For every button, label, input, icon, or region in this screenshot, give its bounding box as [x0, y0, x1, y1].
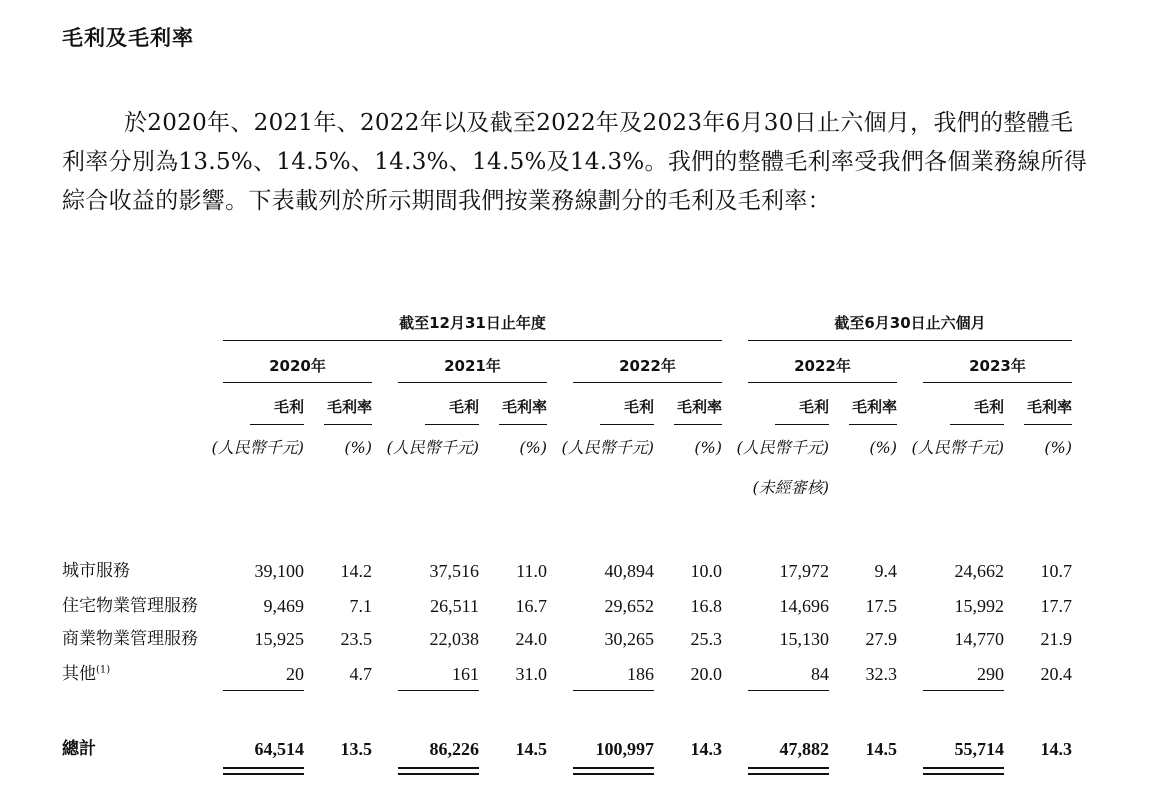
total-margin-cell: 14.5 [515, 739, 547, 759]
total-double-rule-top [748, 767, 829, 769]
unit-margin: (%) [344, 438, 372, 457]
gross-profit-header: 毛利 [448, 398, 479, 416]
total-margin-cell: 14.3 [690, 739, 722, 759]
total-double-rule-top [923, 767, 1004, 769]
gross-profit-cell: 15,925 [254, 629, 304, 649]
gross-profit-header-rule [600, 424, 654, 425]
year-rule [223, 382, 372, 383]
row-label: 城市服務 [62, 561, 130, 581]
margin-cell: 4.7 [349, 664, 372, 684]
gross-profit-cell: 15,992 [954, 596, 1004, 616]
margin-cell: 7.1 [349, 596, 372, 616]
gross-profit-cell: 290 [977, 664, 1004, 684]
margin-cell: 16.7 [515, 596, 547, 616]
unit-gross-profit: (人民幣千元) [211, 438, 304, 457]
year-header: 2022年 [794, 357, 851, 375]
margin-cell: 10.0 [690, 561, 722, 581]
gross-profit-cell: 161 [452, 664, 479, 684]
year-rule [573, 382, 722, 383]
margin-cell: 10.7 [1040, 561, 1072, 581]
total-double-rule-bottom [573, 773, 654, 775]
margin-header-rule [499, 424, 547, 425]
margin-header: 毛利率 [851, 398, 897, 416]
unit-margin: (%) [1044, 438, 1072, 457]
year-header: 2022年 [619, 357, 676, 375]
period-rule-annual [223, 340, 722, 341]
margin-header: 毛利率 [676, 398, 722, 416]
gross-profit-cell: 22,038 [429, 629, 479, 649]
year-header: 2023年 [969, 357, 1026, 375]
margin-cell: 32.3 [865, 664, 897, 684]
gross-profit-cell: 9,469 [263, 596, 304, 616]
year-rule [748, 382, 897, 383]
total-label: 總計 [62, 739, 96, 759]
footnote-marker: (1) [96, 664, 111, 676]
margin-cell: 17.5 [865, 596, 897, 616]
period-header-six-months: 截至6月30日止六個月 [834, 314, 986, 332]
gross-profit-header-rule [250, 424, 304, 425]
gross-profit-cell: 26,511 [430, 596, 479, 616]
gross-profit-cell: 40,894 [604, 561, 654, 581]
gross-profit-cell: 29,652 [604, 596, 654, 616]
unit-gross-profit: (人民幣千元) [736, 438, 829, 457]
margin-cell: 25.3 [690, 629, 722, 649]
paragraph-text: 於2020年、2021年、2022年以及截至2022年及2023年6月30日止六個月，我們的整體毛利率分別為13.5%、14.5%、14.3%、14.5%及14.3%。我們的整體毛利率受我們各個業務線所得綜合收益的影響。下表載列於所示期間我們按業務線劃分的毛利及毛利率： [62, 110, 1088, 214]
margin-cell: 24.0 [515, 629, 547, 649]
margin-header-rule [849, 424, 897, 425]
gross-profit-cell: 15,130 [779, 629, 829, 649]
margin-header: 毛利率 [501, 398, 547, 416]
total-gross-profit-cell: 100,997 [595, 739, 654, 759]
unit-gross-profit: (人民幣千元) [386, 438, 479, 457]
margin-cell: 31.0 [515, 664, 547, 684]
total-double-rule-bottom [223, 773, 304, 775]
margin-cell: 20.0 [690, 664, 722, 684]
year-header: 2020年 [269, 357, 326, 375]
gross-profit-header: 毛利 [798, 398, 829, 416]
gross-profit-cell: 14,696 [779, 596, 829, 616]
unit-margin: (%) [694, 438, 722, 457]
total-gross-profit-cell: 47,882 [779, 739, 829, 759]
gross-profit-cell: 30,265 [604, 629, 654, 649]
unit-unaudited: (未經審核) [752, 478, 829, 497]
period-header-annual: 截至12月31日止年度 [399, 314, 546, 332]
gross-profit-cell: 84 [811, 664, 829, 684]
unit-gross-profit: (人民幣千元) [911, 438, 1004, 457]
subtotal-rule [398, 690, 479, 691]
margin-header: 毛利率 [1026, 398, 1072, 416]
section-title: 毛利及毛利率 [62, 26, 194, 50]
gross-profit-header-rule [425, 424, 479, 425]
gross-profit-cell: 14,770 [954, 629, 1004, 649]
margin-cell: 9.4 [874, 561, 897, 581]
row-label: 其他$^{(1)}$ [62, 664, 111, 684]
margin-cell: 16.8 [690, 596, 722, 616]
row-label: 住宅物業管理服務 [62, 596, 198, 616]
total-margin-cell: 13.5 [340, 739, 372, 759]
margin-header-rule [1024, 424, 1072, 425]
period-rule-six-months [748, 340, 1072, 341]
total-margin-cell: 14.3 [1040, 739, 1072, 759]
subtotal-rule [223, 690, 304, 691]
gross-profit-cell: 20 [286, 664, 304, 684]
subtotal-rule [748, 690, 829, 691]
unit-margin: (%) [869, 438, 897, 457]
unit-margin: (%) [519, 438, 547, 457]
total-gross-profit-cell: 86,226 [429, 739, 479, 759]
year-rule [923, 382, 1072, 383]
total-double-rule-top [398, 767, 479, 769]
gross-profit-header: 毛利 [973, 398, 1004, 416]
total-double-rule-bottom [923, 773, 1004, 775]
margin-cell: 27.9 [865, 629, 897, 649]
total-double-rule-top [573, 767, 654, 769]
margin-cell: 17.7 [1040, 596, 1072, 616]
row-label: 商業物業管理服務 [62, 629, 198, 649]
margin-header-rule [674, 424, 722, 425]
gross-profit-header-rule [950, 424, 1004, 425]
unit-gross-profit: (人民幣千元) [561, 438, 654, 457]
total-gross-profit-cell: 64,514 [254, 739, 304, 759]
gross-profit-header: 毛利 [273, 398, 304, 416]
total-margin-cell: 14.5 [865, 739, 897, 759]
gross-profit-cell: 24,662 [954, 561, 1004, 581]
year-header: 2021年 [444, 357, 501, 375]
gross-profit-cell: 17,972 [779, 561, 829, 581]
gross-profit-header: 毛利 [623, 398, 654, 416]
margin-cell: 20.4 [1040, 664, 1072, 684]
gross-profit-header-rule [775, 424, 829, 425]
margin-cell: 23.5 [340, 629, 372, 649]
gross-profit-cell: 37,516 [429, 561, 479, 581]
margin-cell: 11.0 [516, 561, 547, 581]
total-double-rule-bottom [398, 773, 479, 775]
margin-header: 毛利率 [326, 398, 372, 416]
total-double-rule-top [223, 767, 304, 769]
gross-profit-cell: 39,100 [254, 561, 304, 581]
total-gross-profit-cell: 55,714 [954, 739, 1004, 759]
body-paragraph [62, 104, 1092, 221]
year-rule [398, 382, 547, 383]
gross-profit-cell: 186 [627, 664, 654, 684]
margin-header-rule [324, 424, 372, 425]
margin-cell: 21.9 [1040, 629, 1072, 649]
margin-cell: 14.2 [340, 561, 372, 581]
total-double-rule-bottom [748, 773, 829, 775]
subtotal-rule [573, 690, 654, 691]
subtotal-rule [923, 690, 1004, 691]
